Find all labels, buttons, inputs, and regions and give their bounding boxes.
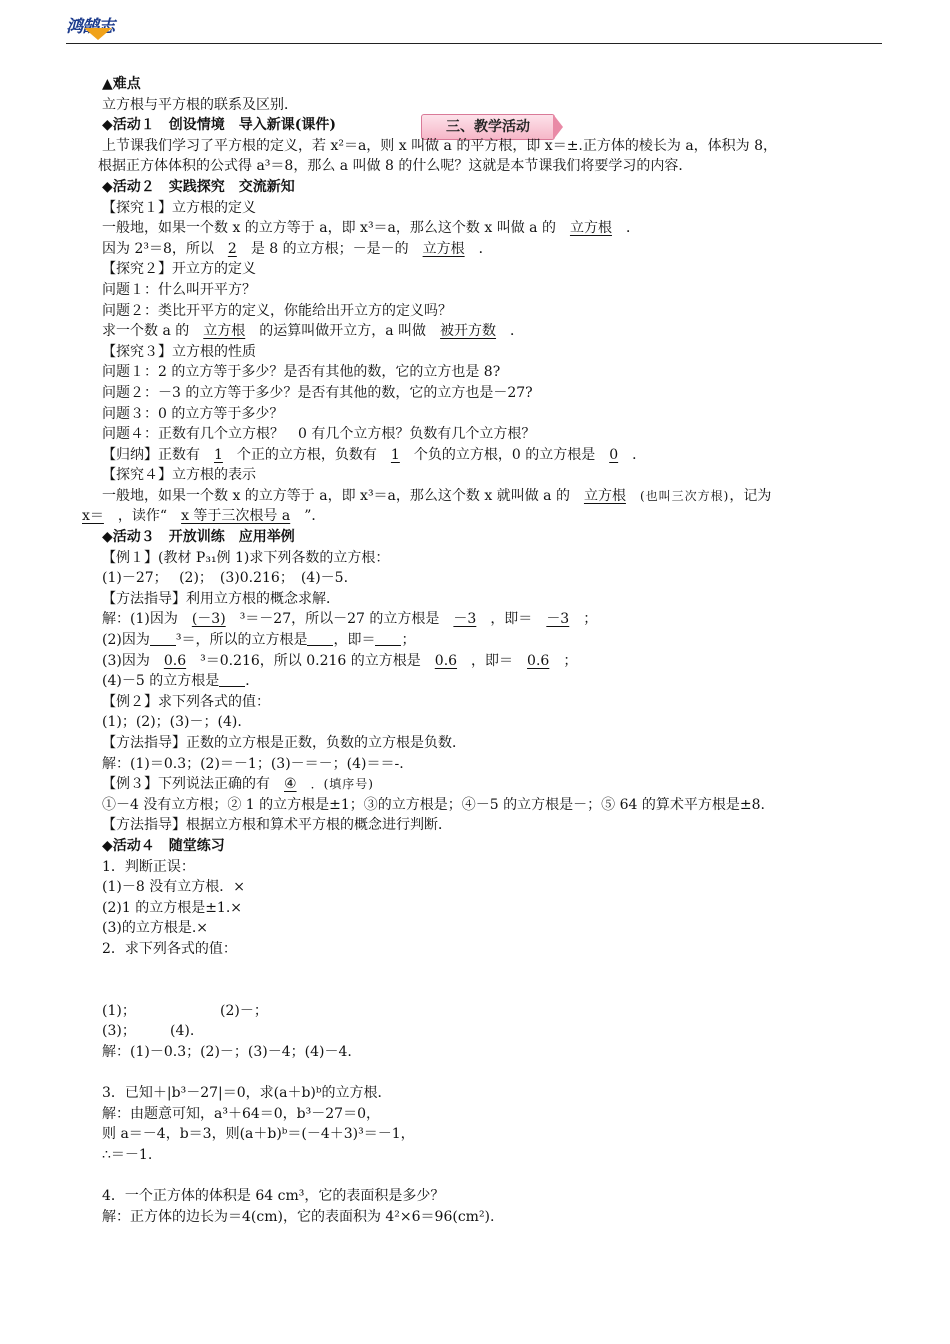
text-line: 问题３：0 的立方等于多少？ bbox=[102, 405, 284, 422]
answer-blank: 1 bbox=[390, 446, 400, 463]
answer-blank: 0.6 bbox=[434, 652, 458, 669]
text-segment: (4)－5 的立方根是 bbox=[102, 673, 220, 690]
inquiry-heading: 【探究３】立方根的性质 bbox=[102, 343, 256, 360]
empty-blank bbox=[219, 672, 245, 687]
text-segment: ，即＝ bbox=[471, 652, 514, 669]
answer-blank: x＝ bbox=[82, 508, 104, 525]
text-line: 2．求下列各式的值： bbox=[102, 940, 237, 957]
text-segment: ，即＝ bbox=[333, 632, 376, 649]
text-segment: ³＝0.216，所以 0.216 的立方根是 bbox=[200, 652, 421, 669]
empty-blank bbox=[150, 631, 176, 646]
answer-blank: 被开方数 bbox=[440, 323, 497, 340]
heading-difficulty: ▲难点 bbox=[102, 76, 141, 92]
empty-blank bbox=[375, 631, 401, 646]
inquiry-heading: 【探究１】立方根的定义 bbox=[102, 199, 256, 216]
text-line: 根据正方体体积的公式得 a³＝8，那么 a 叫做 8 的什么呢？这就是本节课我们将要学习的内容． bbox=[98, 158, 693, 175]
text-line bbox=[102, 445, 892, 466]
text-line: 问题４：正数有几个立方根？ 0 有几个立方根？负数有几个立方根？ bbox=[102, 426, 536, 443]
answer-blank: 立方根 bbox=[203, 323, 246, 340]
text-segment: 【例３】下列说法正确的有 bbox=[102, 776, 270, 793]
answer-blank: －3 bbox=[453, 611, 477, 628]
text-line: ①－4 没有立方根；② 1 的立方根是±1；③的立方根是；④－5 的立方根是－；⑤ 64 的算术平方根是±8. bbox=[102, 796, 765, 813]
answer-blank: －3 bbox=[546, 611, 570, 628]
text-segment: (2)因为 bbox=[102, 632, 150, 649]
text-line bbox=[68, 506, 892, 527]
text-line: (1)－8 没有立方根．× bbox=[102, 879, 245, 896]
text-segment: ，读作“ bbox=[117, 508, 168, 525]
text-segment: 是 8 的立方根；－是－的 bbox=[250, 240, 409, 257]
text-segment: (4). bbox=[170, 1023, 195, 1040]
text-segment: 解：(1)因为 bbox=[102, 611, 178, 628]
text-line: 解：由题意可知，a³＋64＝0，b³－27＝0， bbox=[102, 1105, 380, 1122]
text-line: 立方根与平方根的联系及区别． bbox=[102, 96, 298, 113]
text-line bbox=[102, 651, 892, 672]
text-line: ∴＝－1. bbox=[102, 1146, 153, 1163]
text-line: 问题１：2 的立方等于多少？是否有其他的数，它的立方也是 8? bbox=[102, 364, 501, 381]
text-line: (1)－27； (2)； (3)0.216； (4)－5. bbox=[102, 570, 349, 587]
text-line: 1．判断正误： bbox=[102, 858, 195, 875]
text-segment: 一般地，如果一个数 x 的立方等于 a，即 x³＝a，那么这个数 x 叫做 a 的 bbox=[102, 220, 556, 237]
text-segment: ． bbox=[478, 240, 493, 257]
text-segment: (2)－； bbox=[220, 1002, 268, 1019]
spacer bbox=[102, 1063, 892, 1084]
text-segment: ； bbox=[401, 632, 416, 649]
inquiry-heading: 【探究４】立方根的表示 bbox=[102, 467, 256, 484]
example-heading: 【例２】求下列各式的值： bbox=[102, 693, 270, 710]
header-rule bbox=[66, 43, 882, 44]
text-segment: ，记为 bbox=[729, 487, 772, 504]
text-segment: ³＝－27，所以－27 的立方根是 bbox=[239, 611, 440, 628]
answer-blank: 0 bbox=[609, 446, 619, 463]
text-segment: (3)因为 bbox=[102, 652, 150, 669]
answer-blank: 立方根 bbox=[422, 240, 465, 257]
empty-blank bbox=[307, 631, 333, 646]
activity-heading: ◆活动４ 随堂练习 bbox=[102, 837, 225, 854]
text-line: 则 a＝－4，b＝3，则(a＋b)ᵇ＝(－4＋3)³＝－1， bbox=[102, 1126, 415, 1143]
text-line: 4．一个正方体的体积是 64 cm³，它的表面积是多少？ bbox=[102, 1188, 445, 1205]
text-segment: (1)； bbox=[102, 1002, 136, 1019]
text-segment: ． bbox=[625, 220, 640, 237]
text-line bbox=[102, 630, 892, 651]
text-line bbox=[102, 321, 892, 342]
page-header bbox=[0, 0, 950, 48]
activity-heading: ◆活动３ 开放训练 应用举例 bbox=[102, 529, 295, 546]
text-line bbox=[102, 486, 892, 507]
method-guide: 【方法指导】利用立方根的概念求解． bbox=[102, 590, 340, 607]
answer-blank: ④ bbox=[284, 776, 297, 793]
answer-blank: 1 bbox=[214, 446, 223, 463]
example-heading: 【例１】(教材 P₃₁例 1)求下列各数的立方根： bbox=[102, 549, 390, 566]
example-heading bbox=[102, 774, 892, 795]
spacer bbox=[102, 1165, 892, 1186]
text-segment: 个正的立方根，负数有 bbox=[236, 446, 377, 463]
text-segment: 一般地，如果一个数 x 的立方等于 a，即 x³＝a，那么这个数 x 就叫做 a 的 bbox=[102, 487, 570, 504]
text-segment: 求一个数 a 的 bbox=[102, 323, 190, 340]
text-segment: 个负的立方根，0 的立方根是 bbox=[413, 446, 596, 463]
text-line bbox=[102, 1021, 892, 1042]
section-banner-label: 三、教学活动 bbox=[421, 114, 555, 140]
text-line bbox=[102, 1001, 892, 1022]
logo-check-mark bbox=[84, 28, 112, 40]
text-segment: ； bbox=[583, 611, 598, 628]
text-line: (1)；(2)；(3)－；(4). bbox=[102, 714, 242, 731]
activity-heading: ◆活动２ 实践探究 交流新知 bbox=[102, 178, 295, 195]
text-segment: ，即＝ bbox=[490, 611, 533, 628]
activity-heading: ◆活动１ 创设情境 导入新课(课件) bbox=[102, 117, 337, 134]
text-line bbox=[102, 609, 892, 630]
text-segment: 【归纳】正数有 bbox=[102, 446, 200, 463]
text-segment: ； bbox=[563, 652, 578, 669]
text-line bbox=[102, 218, 892, 239]
method-guide: 【方法指导】正数的立方根是正数，负数的立方根是负数． bbox=[102, 735, 466, 751]
text-line bbox=[102, 239, 892, 260]
text-line: 问题１：什么叫开平方？ bbox=[102, 281, 256, 298]
text-segment: (3)； bbox=[102, 1023, 136, 1040]
answer-blank: 2 bbox=[227, 240, 237, 257]
text-line: 3．已知＋|b³－27|＝0，求(a＋b)ᵇ的立方根． bbox=[102, 1085, 392, 1102]
note-segment: (也叫三次方根) bbox=[639, 488, 730, 503]
method-guide: 【方法指导】根据立方根和算术平方根的概念进行判断． bbox=[102, 817, 452, 834]
text-line: 上节课我们学习了平方根的定义，若 x²＝a，则 x 叫做 a 的平方根，即 x＝±.正方体的棱长为 a，体积为 8， bbox=[102, 137, 778, 154]
text-line: 问题２：－3 的立方等于多少？是否有其他的数，它的立方也是－27? bbox=[102, 384, 533, 401]
spacer bbox=[102, 960, 892, 981]
document-body bbox=[82, 74, 892, 1227]
text-line: (2)1 的立方根是±1.× bbox=[102, 899, 243, 916]
text-segment: ． bbox=[632, 446, 647, 463]
text-segment: ³＝，所以的立方根是 bbox=[175, 632, 308, 649]
text-segment: ． bbox=[245, 673, 260, 690]
text-segment: 因为 2³＝8，所以 bbox=[102, 240, 214, 257]
brand-logo bbox=[66, 12, 146, 42]
text-line: 解：(1)－0.3；(2)－；(3)－4；(4)－4. bbox=[102, 1043, 352, 1060]
answer-blank: (－3) bbox=[191, 611, 226, 628]
logo-text: 鸿鹄志 bbox=[66, 17, 114, 37]
text-segment: ． bbox=[510, 323, 525, 340]
answer-blank: 0.6 bbox=[527, 652, 550, 669]
inquiry-heading: 【探究２】开立方的定义 bbox=[102, 261, 256, 278]
text-line: 解：(1)＝0.3；(2)＝－1；(3)－＝－；(4)＝＝-. bbox=[102, 755, 404, 772]
text-line: 解：正方体的边长为＝4(cm)，它的表面积为 4²×6＝96(cm²). bbox=[102, 1208, 495, 1225]
text-line: 问题２：类比开平方的定义，你能给出开立方的定义吗？ bbox=[102, 302, 452, 319]
text-segment: ．(填序号) bbox=[310, 777, 374, 792]
text-segment: 的运算叫做开立方，a 叫做 bbox=[259, 323, 427, 340]
answer-blank: 0.6 bbox=[163, 652, 187, 669]
text-line: (3)的立方根是.× bbox=[102, 920, 209, 937]
text-line bbox=[102, 671, 892, 692]
answer-blank: 立方根 bbox=[569, 220, 612, 237]
answer-blank: 立方根 bbox=[583, 487, 626, 504]
text-segment: ”． bbox=[304, 508, 326, 525]
answer-blank: x 等于三次根号 a bbox=[181, 508, 291, 525]
spacer bbox=[102, 980, 892, 1001]
